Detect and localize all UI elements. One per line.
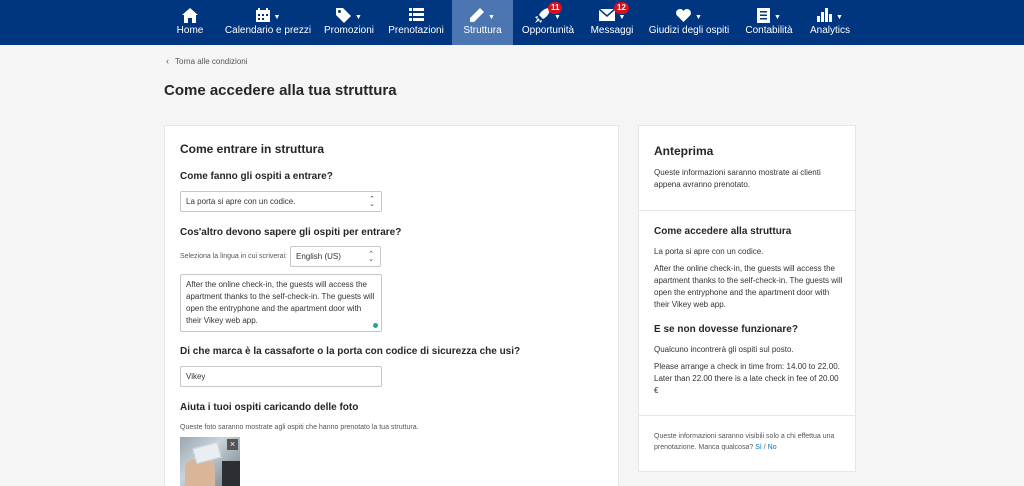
uploaded-photo[interactable] xyxy=(180,437,240,486)
nav-label: Home xyxy=(176,25,204,36)
nav-property[interactable] xyxy=(452,0,513,45)
caret-down-icon: ▼ xyxy=(836,13,843,21)
preview-access-method: La porta si apre con un codice. xyxy=(654,247,764,256)
preview-title: Anteprima xyxy=(654,144,714,158)
preview-footnote xyxy=(654,431,844,453)
nav-analytics[interactable] xyxy=(806,0,854,45)
preview-access-heading: Come accedere alla struttura xyxy=(654,226,792,237)
nav-reviews[interactable] xyxy=(646,0,732,45)
question-extra-info: Cos'altro devono sapere gli ospiti per entrare? xyxy=(180,227,402,238)
ledger-icon xyxy=(757,8,770,23)
caret-down-icon: ▼ xyxy=(273,13,281,21)
notification-badge: 12 xyxy=(614,2,629,14)
bar-chart-icon xyxy=(817,8,832,22)
instructions-text: After the online check-in, the guests will access the apartment thanks to the self-check-in. The guests will open the entryphone and the apartment door with their Vikey web app. xyxy=(186,280,375,325)
question-photos: Aiuta i tuoi ospiti caricando delle foto xyxy=(180,402,359,413)
feedback-separator: / xyxy=(761,444,768,451)
language-select[interactable] xyxy=(290,246,381,267)
envelope-icon xyxy=(599,9,615,21)
nav-calendar[interactable] xyxy=(222,0,314,45)
caret-down-icon: ▼ xyxy=(488,13,495,21)
preview-access-instructions: After the online check-in, the guests will access the apartment thanks to the self-check-in. The guests will open the entryphone and the apartment door with their Vikey web app. xyxy=(654,264,843,309)
heart-icon xyxy=(676,9,691,22)
caret-down-icon: ▼ xyxy=(554,13,561,21)
preview-fallback-line: Qualcuno incontrerà gli ospiti sul posto. xyxy=(654,345,794,354)
nav-bookings[interactable] xyxy=(386,0,446,45)
footnote-text: Queste informazioni saranno visibili solo a chi effettua una prenotazione. Manca qualcosa? xyxy=(654,433,835,451)
caret-down-icon: ▼ xyxy=(618,13,626,21)
lock-brand-value: Vikey xyxy=(186,372,206,381)
caret-down-icon: ▼ xyxy=(695,13,702,21)
select-arrows-icon: ⌃ ⌄ xyxy=(368,250,374,263)
home-icon xyxy=(182,8,198,23)
divider xyxy=(639,210,855,211)
back-link[interactable] xyxy=(166,56,248,66)
nav-promotions[interactable] xyxy=(322,0,376,45)
nav-label: Promozioni xyxy=(323,25,375,36)
top-nav xyxy=(0,0,1024,45)
nav-messages[interactable] xyxy=(588,0,636,45)
calendar-icon xyxy=(256,8,270,22)
preview-intro: Queste informazioni saranno mostrate ai clienti appena avranno prenotato. xyxy=(654,168,821,189)
notification-badge: 11 xyxy=(548,2,562,14)
nav-label: Opportunità xyxy=(521,25,575,36)
caret-down-icon: ▼ xyxy=(774,13,781,21)
nav-home[interactable] xyxy=(166,0,214,45)
nav-label: Struttura xyxy=(463,25,502,36)
nav-label: Calendario e prezzi xyxy=(224,25,312,36)
preview-fallback-heading: E se non dovesse funzionare? xyxy=(654,324,798,335)
photo-content xyxy=(222,461,240,486)
question-lock-brand: Di che marca è la cassaforte o la porta con codice di sicurezza che usi? xyxy=(180,346,521,357)
photo-content xyxy=(192,442,221,464)
page-title: Come accedere alla tua struttura xyxy=(164,82,397,99)
instructions-textarea[interactable] xyxy=(180,274,382,332)
question-entry-method: Come fanno gli ospiti a entrare? xyxy=(180,171,333,182)
nav-label: Analytics xyxy=(809,25,850,36)
feedback-yes-link[interactable]: Sì xyxy=(755,444,762,451)
form-section-title: Come entrare in struttura xyxy=(180,142,325,156)
entry-method-select[interactable] xyxy=(180,191,382,212)
list-icon xyxy=(409,8,424,22)
select-arrows-icon: ⌃ ⌄ xyxy=(369,195,375,208)
divider xyxy=(639,415,855,416)
preview-checkin-times: Please arrange a check in time from: 14.00 to 22.00. Later than 22.00 there is a late check in fee of 20.00 € xyxy=(654,362,840,395)
feedback-no-link[interactable]: No xyxy=(767,444,777,451)
language-value: English (US) xyxy=(296,252,341,261)
caret-down-icon: ▼ xyxy=(355,13,362,21)
nav-label: Messaggi xyxy=(590,25,634,36)
chevron-left-icon: ‹ xyxy=(166,56,169,66)
close-icon[interactable]: × xyxy=(227,439,238,450)
language-hint: Seleziona la lingua in cui scriverai: xyxy=(180,253,287,260)
preview-card xyxy=(638,125,856,472)
nav-opportunities[interactable] xyxy=(518,0,578,45)
photos-hint: Queste foto saranno mostrate agli ospiti che hanno prenotato la tua struttura. xyxy=(180,424,419,431)
nav-label: Prenotazioni xyxy=(388,25,444,36)
nav-label: Giudizi degli ospiti xyxy=(648,25,730,36)
nav-accounting[interactable] xyxy=(742,0,796,45)
back-link-label: Torna alle condizioni xyxy=(175,57,248,66)
spellcheck-icon xyxy=(373,323,378,328)
pencil-icon xyxy=(470,8,484,22)
nav-label: Contabilità xyxy=(745,25,793,36)
tag-icon xyxy=(336,8,351,23)
entry-method-value: La porta si apre con un codice. xyxy=(186,197,296,206)
lock-brand-input[interactable] xyxy=(180,366,382,387)
